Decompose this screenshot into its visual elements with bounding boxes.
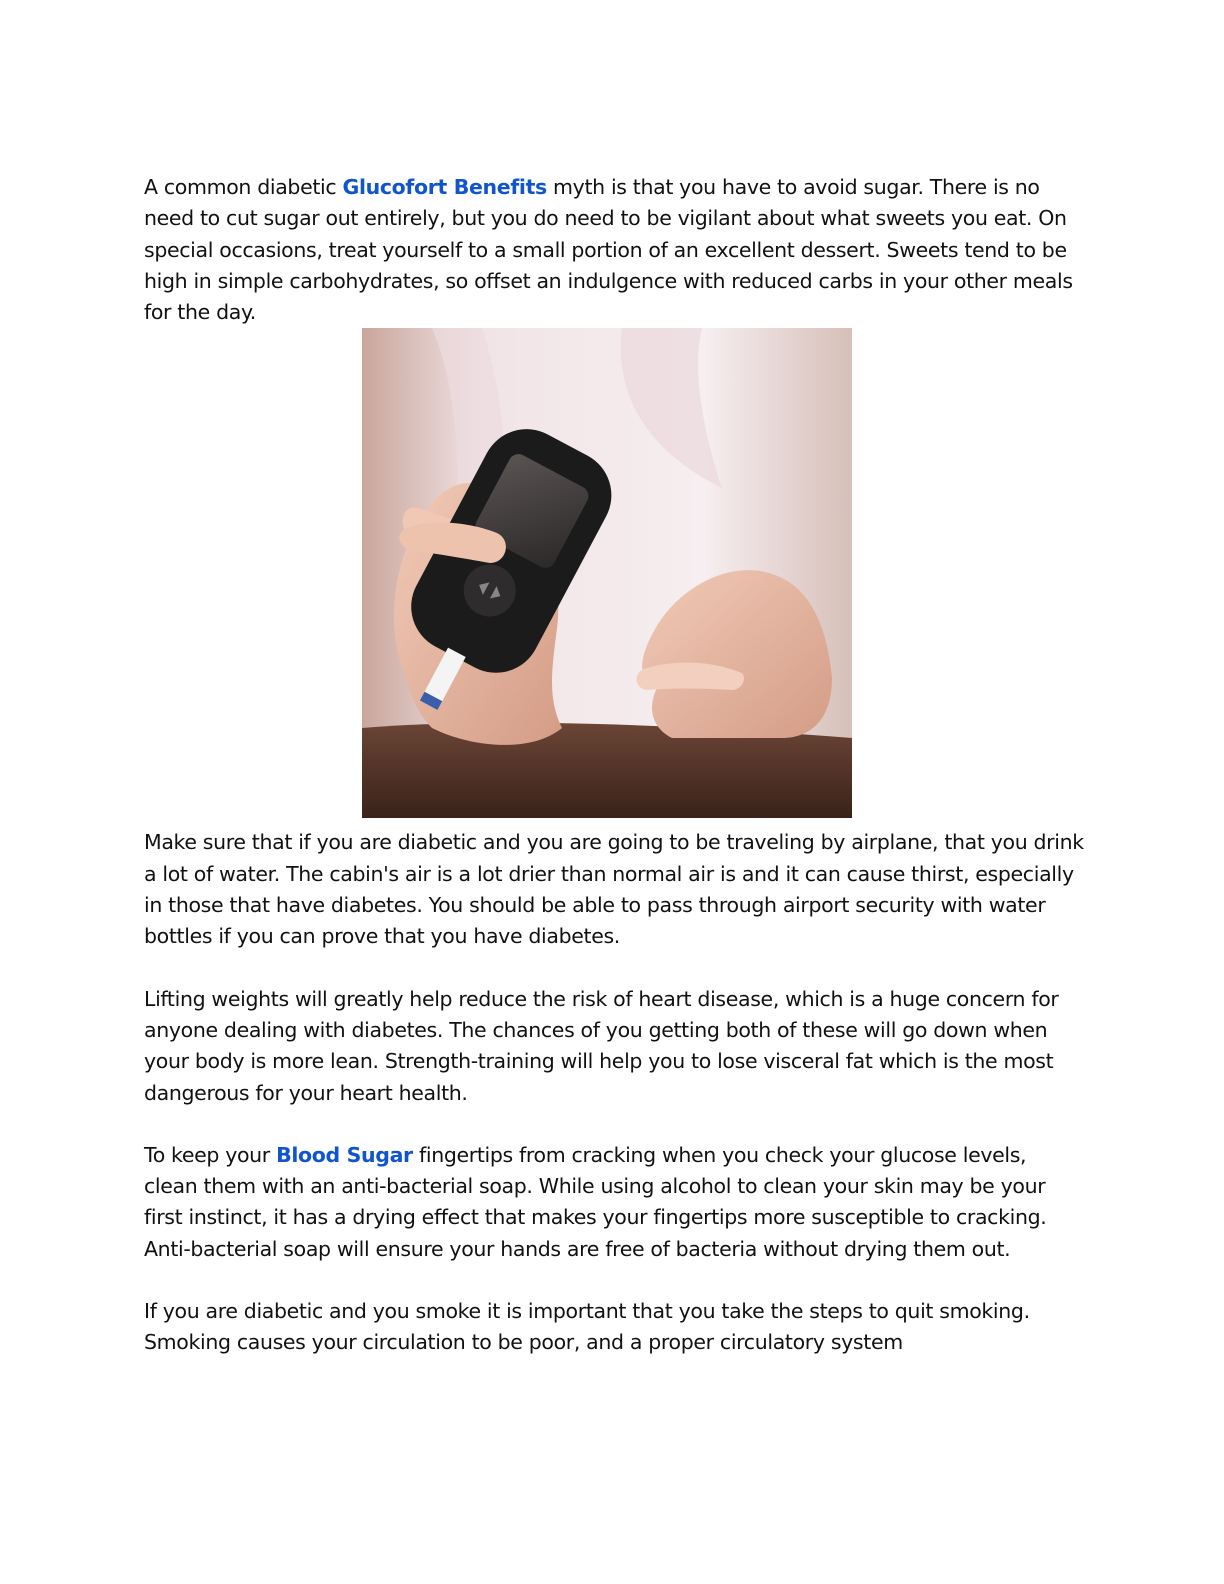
- paragraph-spacer: [144, 1109, 1084, 1140]
- document-page: [144, 172, 1084, 1359]
- paragraph-text: fingertips from cracking when you check your glucose levels, clean them with an anti-bacterial soap. While using alcohol to clean your skin may be your first instinct, it has a drying effect that makes your fingertips more susceptible to cracking. Anti-bacterial soap will ensure your hands are free of bacteria without drying them out.: [144, 1142, 1047, 1261]
- paragraph-text: To keep your: [144, 1142, 277, 1167]
- paragraph-text: myth is that you have to avoid sugar. There is no need to cut sugar out entirely, but you do need to be vigilant about what sweets you eat. On special occasions, treat yourself to a small portion of an excellent dessert. Sweets tend to be high in simple carbohydrates, so offset an indulgence with reduced carbs in your other meals for the day.: [144, 175, 1073, 325]
- glucose-meter-illustration: [362, 328, 852, 818]
- glucose-meter-photo: [362, 328, 852, 818]
- blood-sugar-link[interactable]: Blood Sugar: [276, 1142, 413, 1167]
- paragraph-fingertips: [144, 1140, 1084, 1265]
- paragraph-lifting-weights: Lifting weights will greatly help reduce the risk of heart disease, which is a huge concern for anyone dealing with diabetes. The chances of you getting both of these will go down when your body is more lean. Strength-training will help you to lose visceral fat which is the most dangerous for your heart health.: [144, 986, 1059, 1105]
- paragraph-spacer: [144, 1265, 1084, 1296]
- paragraph-spacer: [144, 953, 1084, 984]
- paragraph-text: A common diabetic: [144, 175, 343, 199]
- paragraph-smoking: If you are diabetic and you smoke it is important that you take the steps to quit smoking. Smoking causes your circulation to be poor, and a proper circulatory system: [144, 1299, 1030, 1355]
- paragraph-sugar-myth: [144, 172, 1084, 328]
- paragraph-airplane-water: Make sure that if you are diabetic and you are going to be traveling by airplane, that you drink a lot of water. The cabin's air is a lot drier than normal air is and it can cause thirst, especially in those that have diabetes. You should be able to pass through airport security with water bottles if you can prove that you have diabetes.: [144, 830, 1084, 949]
- glucofort-benefits-link[interactable]: Glucofort Benefits: [342, 175, 547, 199]
